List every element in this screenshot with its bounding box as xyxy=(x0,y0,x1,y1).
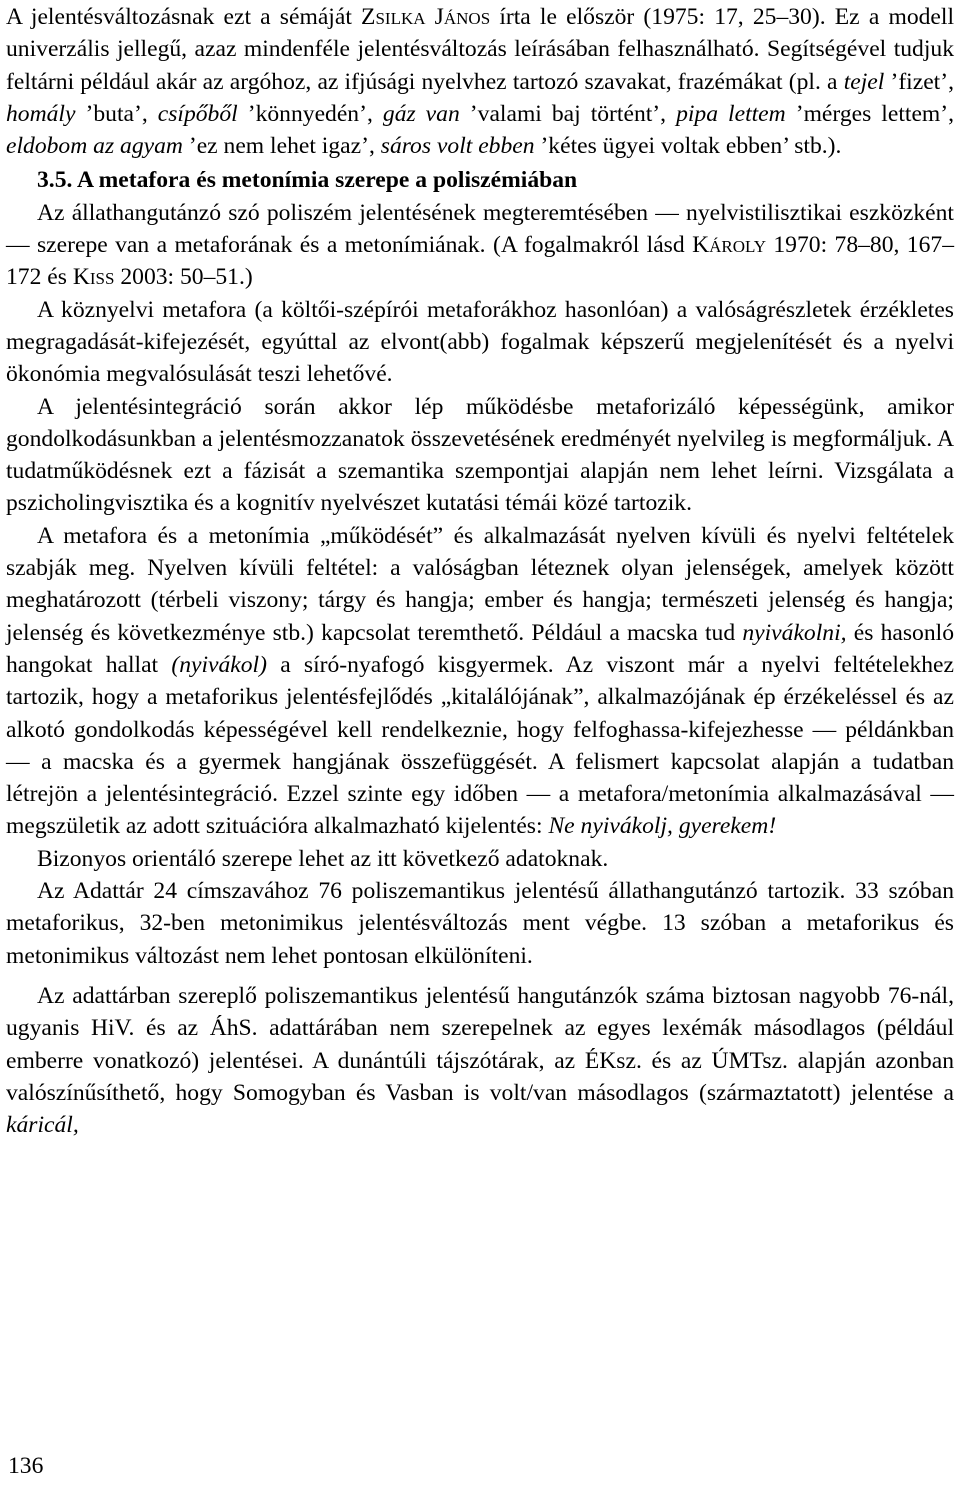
paragraph-metaphor-role xyxy=(6,197,954,294)
text-run: ’buta’, xyxy=(75,100,158,127)
text-run: A jelentésváltozásnak ezt a sémáját xyxy=(6,4,362,30)
text-run: Az állathangutánzó szó poliszém jelentésének megteremtésében — nyelvistilisztikai eszközként — szerepe van a metaforának és a metonímiának. (A fogalmakról lásd xyxy=(6,199,954,259)
italic-term: homály xyxy=(6,100,76,127)
paragraph-integration xyxy=(6,391,954,520)
text-run: 1970: 78–80, 167–172 és xyxy=(6,232,954,291)
page-number: 136 xyxy=(8,1453,44,1479)
author-name: Zsilka János xyxy=(361,4,491,30)
text-run: ’könnyedén’, xyxy=(237,100,383,127)
italic-term: (nyivákol) xyxy=(171,651,267,678)
text-run: ’kétes ügyei voltak ebben’ stb.). xyxy=(534,133,842,160)
document-page xyxy=(6,1,954,1141)
italic-term: káricál, xyxy=(6,1112,79,1139)
italic-term: Ne nyivákolj, gyerekem! xyxy=(548,813,777,840)
author-name: Kiss xyxy=(72,264,115,291)
author-name: Károly xyxy=(692,232,766,259)
text-run: Az adattárban szereplő poliszemantikus jelentésű hangutánzók száma biztosan nagyobb 76-nál, ugyanis HiV. és az ÁhS. adattárában nem szerepelnek az egyes lexémák másodlagos (például emberre vonatkozó) jelentései. A dunántúli tájszótárak, az ÉKsz. és az ÚMTsz. alapján azonban valószínűsíthető, hogy Somogyban és Vasban is volt/van másodlagos (származtatott) jelentése a xyxy=(6,982,954,1106)
italic-term: csípőből xyxy=(157,100,238,127)
text-run: és hasonló hangokat hallat xyxy=(6,619,954,678)
paragraph-orientation xyxy=(6,843,954,875)
text-run: ’mérges lettem’, xyxy=(785,100,955,127)
italic-term: pipa lettem xyxy=(676,100,786,127)
paragraph-intro xyxy=(6,1,954,162)
text-run: A köznyelvi metafora (a költői-szépírói metaforákhoz hasonlóan) a valóságrészletek érzékletes megragadását-kifejezését, egyúttal az elvont(abb) fogalmak képszerű megjelenítését és a nyelvi ökonómia megvalósulását teszi lehetővé. xyxy=(6,296,954,388)
paragraph-polysemantic xyxy=(6,980,954,1141)
italic-term: tejel xyxy=(843,68,885,95)
text-run: A metafora és a metonímia „működését” és alkalmazását nyelven kívüli és nyelvi feltételek szabják meg. Nyelven kívüli feltétel: a valóságban léteznek olyan jelenségek, amelyek között meghatározott (térbeli viszony; tárgy és hangja; ember és hangja; természeti jelenség és hangja; jelenség és következménye stb.) kapcsolat teremthető. Például a macska tud xyxy=(6,522,954,646)
text-run: ’ez nem lehet igaz’, xyxy=(182,133,381,160)
text-run: Az Adattár 24 címszavához 76 poliszemantikus jelentésű állathangutánzó tartozik. 33 szóban metaforikus, 32-ben metonimikus jelentésváltozás ment végbe. 13 szóban a metaforikus és metonimikus változást nem lehet pontosan elkülöníteni. xyxy=(6,878,954,969)
text-run: írta le először (1975: 17, 25–30). Ez a modell univerzális jellegű, azaz mindenféle jelentésváltozás leírásában felhasználható. Segítségével tudjuk feltárni például akár az argóhoz, az ifjúsági nyelvhez tartozó szavakat, frazémákat (pl. a xyxy=(6,4,954,95)
text-run: a síró-nyafogó kisgyermek. Az viszont már a nyelvi feltételekhez tartozik, hogy a metaforikus jelentésfejlődés „kitalálójának”, alkalmazójának ép érzékeléssel és az alkotó gondolkodás képességével kell rendelkeznie, hogy felfoghassa-kifejezhesse — példánkban — a macska és a gyermek hangjának összefüggését. A felismert kapcsolat alapján a tudatban létrejön a jelentésintegráció. Ezzel szinte egy időben — a metafora/metonímia alkalmazásával — megszületik az adott szituációra alkalmazható kijelentés: xyxy=(6,651,954,840)
paragraph-conditions xyxy=(6,520,954,843)
text-run: Bizonyos orientáló szerepe lehet az itt következő adatoknak. xyxy=(37,845,609,872)
italic-term: gáz van xyxy=(382,100,460,127)
text-run: 2003: 50–51.) xyxy=(114,264,253,291)
text-run: ’valami baj történt’, xyxy=(459,100,677,127)
italic-term: nyivákolni, xyxy=(742,619,847,646)
italic-term: eldobom az agyam xyxy=(6,133,183,160)
text-run: ’fizet’, xyxy=(884,68,954,95)
text-run: A jelentésintegráció során akkor lép működésbe metaforizáló képességünk, amikor gondolkodásunkban a jelentésmozzanatok összevetésének eredményét nyelvileg is megformáljuk. A tudatműködésnek ezt a fázisát a szemantika szempontjai alapján nem lehet leírni. Vizsgálata a pszicholingvisztika és a kognitív nyelvészet kutatási témái közé tartozik. xyxy=(6,393,954,517)
paragraph-data-summary xyxy=(6,875,954,972)
italic-term: sáros volt ebben xyxy=(380,133,535,160)
paragraph-common-metaphor xyxy=(6,294,954,391)
section-heading: 3.5. A metafora és metonímia szerepe a poliszémiában xyxy=(37,167,578,194)
